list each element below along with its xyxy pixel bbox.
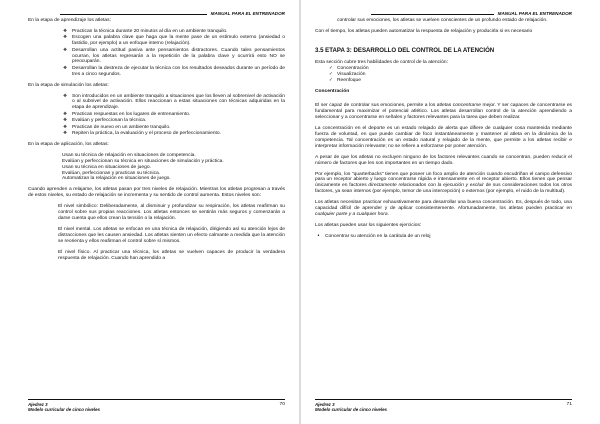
paragraph-concentracion-4	[315, 172, 572, 196]
footer-line-1: Ajedrez 3	[28, 401, 48, 407]
list-item: ✓ Concentración	[337, 66, 572, 72]
section-heading: 3.5 ETAPA 3: DESARROLLO DEL CONTROL DE LA ATENCIÓN	[315, 46, 495, 54]
habilidades-list	[315, 66, 572, 84]
footer-rule	[28, 399, 285, 400]
paragraph-nivel-simbolico: El nivel simbólico: Deliberadamente, al disminuir y profundizar su respiración, los atletas reafirman su control sobre sus propias reacciones. Los atletas entonces se sentirán más seguros y comenzarán a darse cuenta que ellos crean la tensión o la relajación.	[58, 204, 285, 221]
footer-line-2: Modelo curricular de cinco niveles	[28, 406, 100, 412]
ejercicios-list	[315, 234, 572, 240]
intro-aprendizaje: En la etapa de aprendizaje los atletas:	[28, 18, 111, 23]
page-header	[60, 4, 285, 16]
paragraph-concentracion-2: La concentración en el deporte es un estado relajado de alerta que difiere de cualquier cosa mantenida mediante fuerza de voluntad, en que puede cambiar de foco instantáneamente y mantener al atleta en la dinámica de la competencia. Tal concentración es un estado natural y relajado de la mente, que permite a los atletas recibir e interpretar información relevante; no se refiere a esforzarse por poner atención.	[315, 126, 572, 149]
list-item: ❖ Son introducidos en un ambiente tranquilo a situaciones que los lleven al sobrenivel de activación o al subnivel de activación. Ellos reaccionan a estas situaciones con técnicas adquiridas en la etapa de aprendizaje.	[72, 94, 285, 112]
list-item: ❖ Practican respuestas en los lugares de entrenamiento.	[72, 112, 285, 118]
paragraph-habilidades: Esta sección cubre tres habilidades de control de la atención:	[315, 59, 448, 65]
paragraph-niveles: Cuando aprenden a relajarse, los atletas pasan por tres niveles de relajación. Mientras los atletas progresan a través de estos niveles, su estado de relajación se incrementa y su sentido de control aumenta. Estos niveles son:	[28, 187, 285, 199]
left-page-body	[28, 18, 285, 261]
paragraph-concentracion-5	[315, 200, 572, 218]
list-item: ✓ Visualización	[337, 72, 572, 78]
right-page	[301, 0, 600, 424]
text-run: .	[387, 211, 389, 217]
list-item: Usan su técnica en situaciones de juego.	[62, 164, 151, 170]
list-item: ❖ Escogen una palabra clave que haga que la mente pase de un estímulo externo (ansiedad o fastidio, por ejemplo) a un enfoque interno (relajación).	[72, 35, 285, 47]
text-run: Los atletas necesitan practicar exhaustivamente para desarrollar una buena concentración. Es, después de todo, una capacidad difícil de aprender y de aplicar consistentemente. Afortunadamente, los atletas pueden practicar en	[315, 200, 572, 212]
text-run: El ser capaz de controlar sus emociones, permite a los atletas	[315, 103, 453, 109]
list-item: Evalúan y perfeccionan su técnica en situaciones de simulación y práctica.	[62, 158, 224, 164]
paragraph-automatizar: Con el tiempo, los atletas pueden automatizar la respuesta de relajación y producirla si es necesario	[315, 28, 533, 34]
right-page-body	[315, 18, 572, 240]
paragraph-continuation: controlar sus emociones, los atletas se vuelven conscientes de un profundo estado de relajación.	[337, 18, 548, 23]
italic-run: cualquier parte y a cualquier hora	[315, 211, 388, 217]
paragraph-concentracion-1	[315, 103, 572, 121]
subsection-heading: Concentración	[315, 89, 350, 95]
text-run: mejor. Y ser capaces de concentrarse es fundamental para maximizar el potencial atlético. Los atletas desarrollan control de la atención aprendiendo a seleccionar y a concentrarse en señales y factores relevantes para la tarea que deben realizar.	[315, 103, 572, 121]
page-header	[371, 4, 572, 16]
list-item: ✓ Reenfoque	[337, 78, 572, 84]
intro-aplicacion: En la etapa de aplicación, los atletas:	[28, 141, 109, 147]
header-title: MANUAL PARA EL ENTRENADOR	[210, 11, 285, 16]
list-item: ❖ Desarrollan una actitud pasiva ante pensamientos distractores. Cuando tales pensamientos ocurran, los atletas regresarán a la repetición de la palabra clave y ocurrirá esto NO se preocuparán.	[72, 48, 285, 66]
page-number: 70	[279, 401, 285, 407]
paragraph-nivel-mental: El nivel mental. Los atletas se enfocan en una técnica de relajación, dirigiendo así su atención lejos de distracciones que les causen ansiedad. Los atletas sienten un efecto calmante a medida que la atención se reorienta y ellos reafirman el control sobre sí mismos.	[58, 226, 285, 244]
left-page	[0, 0, 299, 424]
page-number: 71	[566, 401, 572, 407]
paragraph-ejercicios: Los atletas pueden usar los siguientes ejercicios:	[315, 222, 422, 228]
list-item: ❖ Practican de nuevo en un ambiente tranquilo.	[72, 125, 285, 131]
text-run: Por ejemplo, los "quarterbacks" tienen que poseer un foco amplio de atención cuando escudriñan el campo defensivo para un receptor abierto y luego concentrarse rápida e intensamente en el receptor abierto. Ellos tienen que pensar únicamente en factores	[315, 171, 572, 189]
list-item: Usan su técnica de relajación en situaciones de competencia.	[62, 152, 196, 158]
simulacion-list	[28, 94, 285, 137]
footer-rule	[315, 399, 572, 400]
list-item: Evalúan, perfeccionan y practican su técnica.	[62, 170, 161, 176]
page-footer	[28, 399, 285, 412]
list-item: Automatizan la relajación en situaciones de juego.	[62, 176, 171, 182]
footer-line-2: Modelo curricular de cinco niveles	[315, 406, 387, 412]
list-item: ❖ Evalúan y perfeccionan la técnica.	[72, 118, 285, 124]
paragraph-concentracion-3: A pesar de que los atletas no excluyen ninguno de los factores relevantes cuando se concentran, pueden reducir el número de factores que les son importantes en un tiempo dado.	[315, 154, 572, 166]
intro-simulacion: En la etapa de simulación los atletas:	[28, 82, 109, 88]
paragraph-nivel-fisico: El nivel físico. Al practicar una técnica, los atletas se vuelven capaces de producir la verdadera respuesta de relajación. Cuando han aprendido a	[58, 249, 285, 261]
list-item: ❖ Desarrollan la destreza de ejecutar la técnica con los resultados deseados durante un período de tres a cinco segundos.	[72, 66, 285, 78]
list-item: ❖ Practican la técnica durante 20 minutos al día en un ambiente tranquilo.	[72, 29, 285, 35]
footer-line-1: Ajedrez 3	[315, 401, 335, 407]
list-item: ❖ Repiten la práctica, la evaluación y el proceso de perfeccionamiento.	[72, 131, 285, 137]
header-title: MANUAL PARA EL ENTRENADOR	[497, 11, 572, 16]
aprendizaje-list	[28, 29, 285, 78]
header-rule	[371, 14, 494, 15]
italic-run: directamente relacionados con la ejecución y excluir	[368, 183, 484, 189]
list-item: • Concentrar su atención en la carátula de un reloj	[325, 234, 572, 240]
italic-run: concentrarse	[452, 103, 482, 109]
page-footer	[315, 399, 572, 412]
aplicacion-list	[28, 153, 285, 183]
text-run: de sus consideraciones todos los otros factores, ya sean internos (por ejemplo, temor de una intercepción) o externos (por ejemplo, el ruido de la multitud).	[315, 183, 572, 195]
header-rule	[60, 14, 207, 15]
